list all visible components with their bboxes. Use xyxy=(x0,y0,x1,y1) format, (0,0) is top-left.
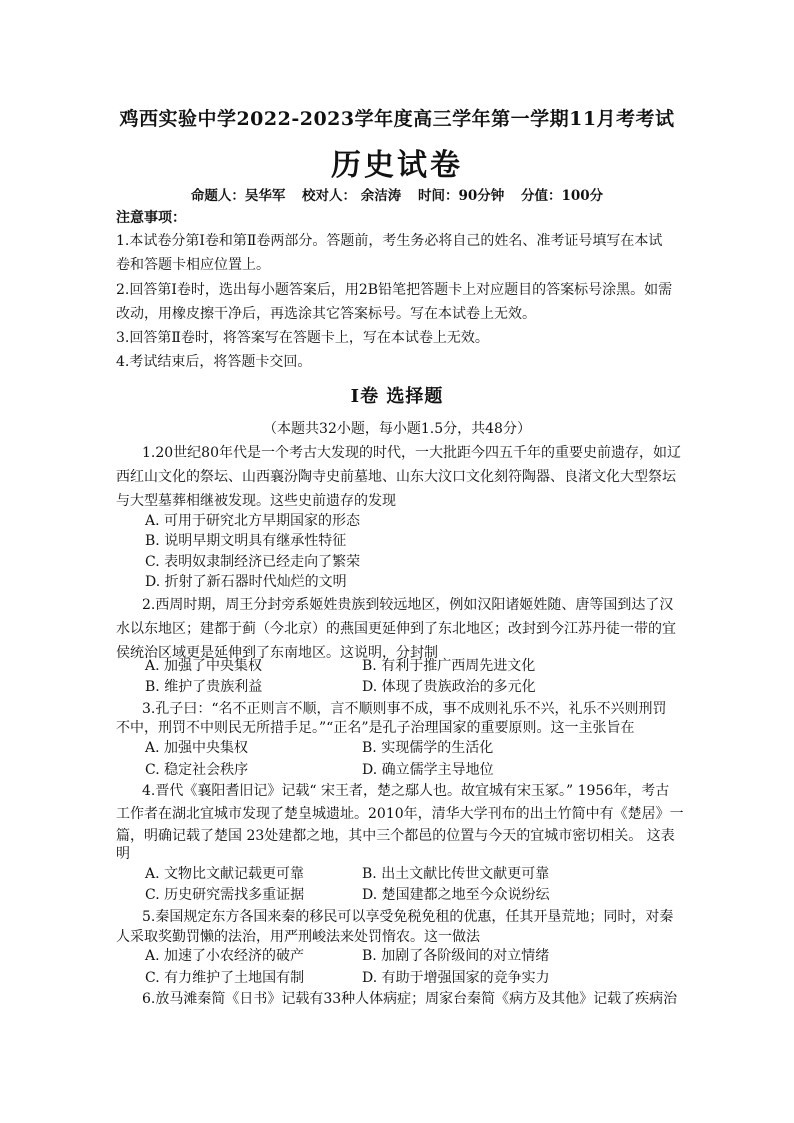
option-d: D. 有助于增强国家的竞争实力 xyxy=(362,970,550,986)
exam-subtitle: 历史试卷 xyxy=(331,148,463,183)
section-title: Ⅰ卷 选择题 xyxy=(350,386,444,407)
question-stem: 与大型墓葬相继被发现。这些史前遗存的发现 xyxy=(116,493,396,509)
notice-heading: 注意事项： xyxy=(116,210,186,226)
notice-line: 3.回答第Ⅱ卷时，将答案写在答题卡上，写在本试卷上无效。 xyxy=(116,330,489,346)
meta-score: 分值：100分 xyxy=(520,188,604,204)
option-a: A. 可用于研究北方早期国家的形态 xyxy=(145,513,361,529)
question-stem: 3.孔子曰：“名不正则言不顺，言不顺则事不成，事不成则礼乐不兴，礼乐不兴则刑罚 xyxy=(142,701,667,717)
exam-title: 鸡西实验中学2022-2023学年度高三学年第一学期11月考考试 xyxy=(119,108,675,130)
option-a: A. 加强中央集权 xyxy=(145,740,249,756)
option-d: D. 体现了贵族政治的多元化 xyxy=(362,679,536,695)
option-c: C. 历史研究需找多重证据 xyxy=(145,887,305,903)
option-b: B. 出土文献比传世文献更可靠 xyxy=(362,866,550,882)
option-d: D. 折射了新石器时代灿烂的文明 xyxy=(145,574,347,590)
option-c: C. 表明奴隶制经济已经走向了繁荣 xyxy=(145,554,361,570)
notice-line: 1.本试卷分第Ⅰ卷和第Ⅱ卷两部分。答题前，考生务必将自己的姓名、准考证号填写在本试 xyxy=(116,233,663,249)
option-a: A. 加强了中央集权 xyxy=(145,658,263,674)
exam-meta xyxy=(0,184,794,204)
option-d: D. 确立儒学主导地位 xyxy=(362,762,494,778)
option-c: C. 有力维护了土地国有制 xyxy=(145,970,305,986)
question-stem: 6.放马滩秦简《日书》记载有33种人体病症；周家台秦简《病方及其他》记载了疾病治 xyxy=(142,991,678,1007)
meta-time: 时间：90分钟 xyxy=(417,188,505,204)
option-d: D. 楚国建都之地至今众说纷纭 xyxy=(362,887,550,903)
question-stem: 5.秦国规定东方各国来秦的移民可以享受免税免租的优惠，任其开垦荒地；同时，对秦 xyxy=(142,909,674,925)
question-stem: 工作者在湖北宜城市发现了楚皇城遗址。2010年，清华大学刊布的出土竹简中有《楚居》一 xyxy=(116,806,684,822)
notice-line: 2.回答第Ⅰ卷时，选出每小题答案后，用2B铅笔把答题卡上对应题目的答案标号涂黑。如需 xyxy=(116,282,673,298)
question-stem: 篇，明确记载了楚国 23处建都之地，其中三个都邑的位置与今天的宜城市密切相关。 这表 xyxy=(116,828,675,844)
question-stem: 4.晋代《襄阳耆旧记》记载“ 宋王者，楚之鄢人也。故宜城有宋玉冢。” 1956年，考古 xyxy=(142,783,670,799)
meta-checker: 校对人： 余洁涛 xyxy=(302,188,402,204)
option-b: B. 有利于推广西周先进文化 xyxy=(362,658,536,674)
meta-author: 命题人：吴华军 xyxy=(190,188,286,204)
question-stem: 明 xyxy=(116,846,130,862)
question-stem: 水以东地区；建都于蓟（今北京）的燕国更延伸到了东北地区；改封到今江苏丹徒一带的宜 xyxy=(116,621,676,637)
question-stem: 人采取奖勤罚懒的法治，用严刑峻法来处罚惰农。这一做法 xyxy=(116,929,480,945)
notice-line: 改动，用橡皮擦干净后，再选涂其它答案标号。写在本试卷上无效。 xyxy=(116,306,536,322)
option-b: B. 实现儒学的生活化 xyxy=(362,740,494,756)
notice-line: 卷和答题卡相应位置上。 xyxy=(116,257,270,273)
option-a: A. 文物比文献记载更可靠 xyxy=(145,866,305,882)
question-stem: 西红山文化的祭坛、山西襄汾陶寺史前墓地、山东大汶口文化刻符陶器、良渚文化大型祭坛 xyxy=(116,469,676,485)
option-a: A. 加速了小农经济的破产 xyxy=(145,948,305,964)
question-stem: 不中，刑罚不中则民无所措手足。”“正名”是孔子治理国家的重要原则。这一主张旨在 xyxy=(116,720,635,736)
question-stem: 1.20世纪80年代是一个考古大发现的时代，一大批距今四五千年的重要史前遗存，如辽 xyxy=(142,445,681,461)
option-c: B. 维护了贵族利益 xyxy=(145,679,263,695)
question-stem: 2.西周时期，周王分封旁系姬姓贵族到较远地区，例如汉阳诸姬姓随、唐等国到达了汉 xyxy=(142,597,674,613)
question-stem: 侯统治区域更是延伸到了东南地区。这说明，分封制 xyxy=(116,645,438,661)
notice-line: 4.考试结束后，将答题卡交回。 xyxy=(116,354,312,370)
section-note: （本题共32小题，每小题1.5分，共48分） xyxy=(263,421,531,437)
option-b: B. 加剧了各阶级间的对立情绪 xyxy=(362,948,550,964)
option-c: C. 稳定社会秩序 xyxy=(145,762,249,778)
option-b: B. 说明早期文明具有继承性特征 xyxy=(145,533,347,549)
